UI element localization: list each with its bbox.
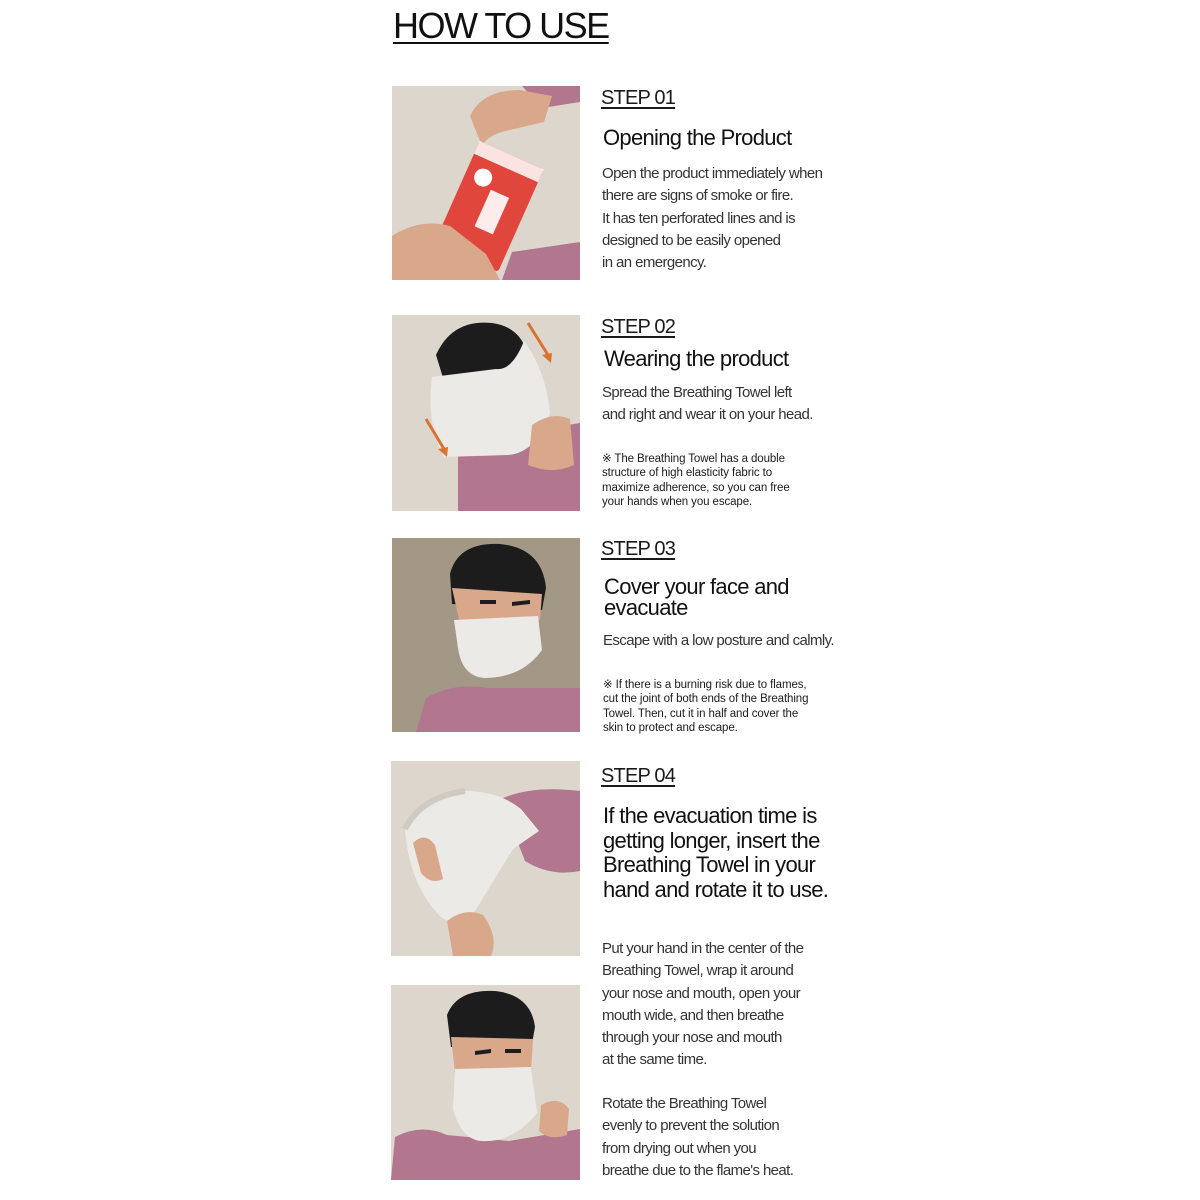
step-02-label: STEP 02	[601, 316, 676, 338]
breathing-with-towel-illustration	[391, 985, 580, 1180]
step-03-heading-line-1: Cover your face and	[604, 574, 789, 599]
face-covered-illustration	[392, 538, 580, 732]
step-04-heading-line-4: hand and rotate it to use.	[603, 876, 829, 902]
step-02-heading: Wearing the product	[604, 346, 789, 371]
step-04-heading-line-1: If the evacuation time is	[603, 803, 817, 828]
step-01-heading: Opening the Product	[603, 125, 792, 150]
step-04-photo-hand	[391, 761, 580, 956]
step-01-photo	[392, 86, 580, 280]
step-04-photo-face	[391, 985, 580, 1180]
step-04-body-2: Rotate the Breathing Towel evenly to prevent the solution from drying out when you breathe due to the flame's heat.	[602, 1095, 794, 1179]
step-03-note: ※ If there is a burning risk due to flames, cut the joint of both ends of the Breathing Towel. Then, cut it in half and cover the skin to protect and escape.	[603, 679, 809, 734]
step-04-heading-line-2: getting longer, insert the	[603, 827, 820, 853]
step-04-heading-line-3: Breathing Towel in your	[603, 852, 816, 877]
wearing-towel-illustration	[392, 315, 580, 511]
step-02-photo	[392, 315, 580, 511]
step-03-heading	[604, 576, 789, 618]
step-04-body: Put your hand in the center of the Breathing Towel, wrap it around your nose and mouth, open your mouth wide, and then breathe through your nose and mouth at the same time.	[602, 940, 804, 1069]
towel-in-hand-illustration	[391, 761, 580, 956]
step-02-body: Spread the Breathing Towel left and right and wear it on your head.	[602, 384, 813, 424]
page-title: HOW TO USE	[393, 5, 609, 46]
step-03-label: STEP 03	[601, 538, 676, 560]
step-01-label: STEP 01	[601, 87, 676, 109]
opening-package-illustration	[392, 86, 580, 280]
step-03-photo	[392, 538, 580, 732]
step-03-body: Escape with a low posture and calmly.	[603, 632, 834, 649]
step-04-label: STEP 04	[601, 765, 676, 787]
step-02-note: ※ The Breathing Towel has a double structure of high elasticity fabric to maximize adherence, so you can free your hands when you escape.	[602, 453, 790, 508]
step-04-heading	[603, 804, 828, 902]
step-01-body: Open the product immediately when there are signs of smoke or fire. It has ten perforated lines and is designed to be easily opened in an emergency.	[602, 165, 823, 272]
step-03-heading-line-2: evacuate	[604, 595, 688, 620]
